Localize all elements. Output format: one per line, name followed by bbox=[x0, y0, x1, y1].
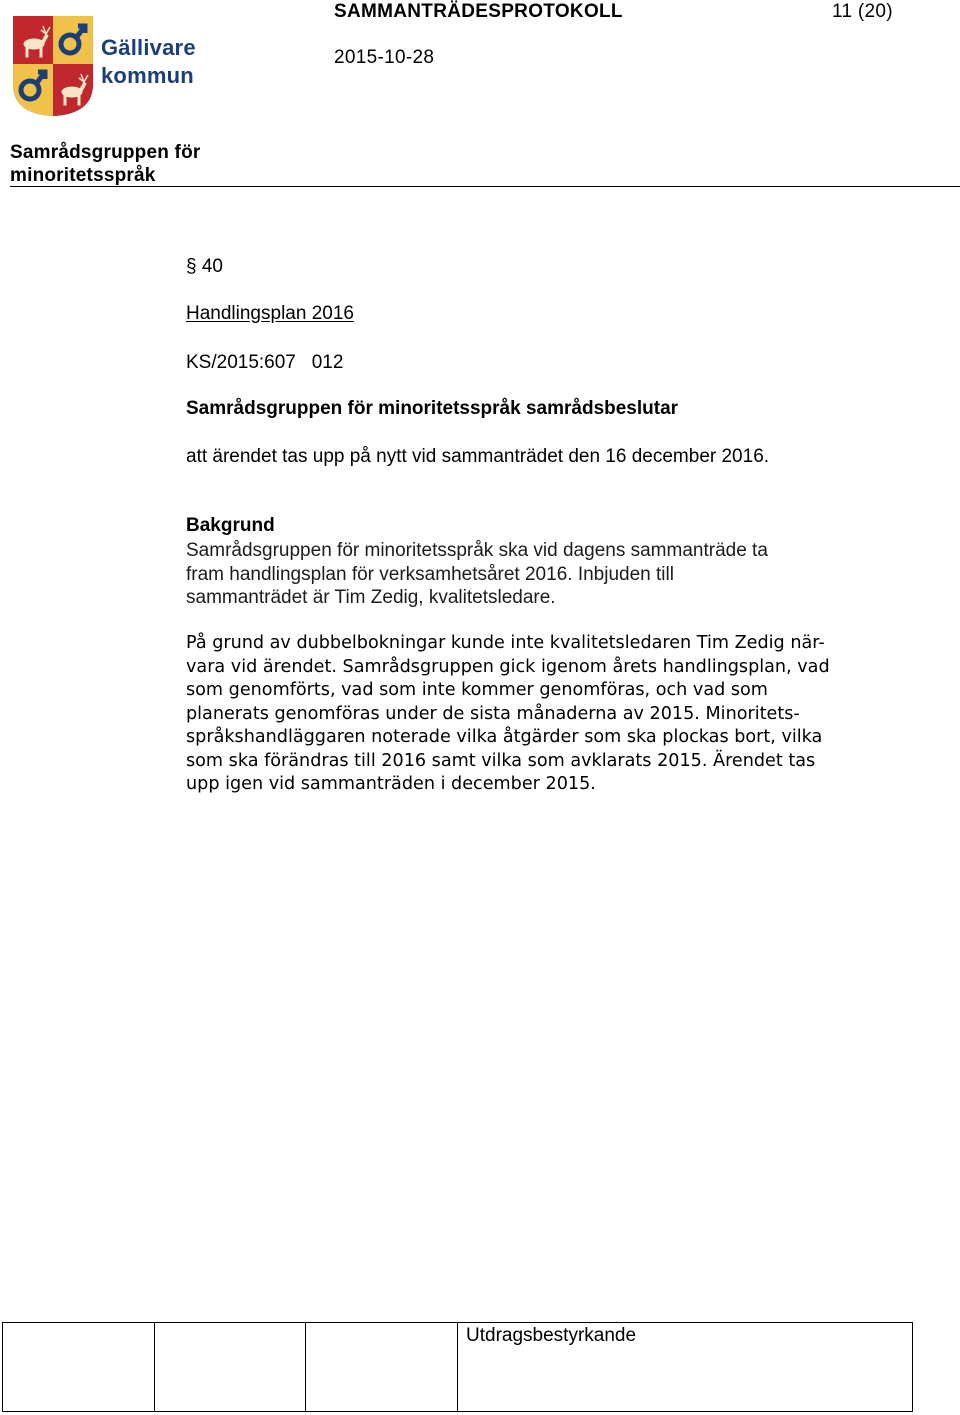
text-line: fram handlingsplan för verksamhetsåret 2016. Inbjuden till bbox=[186, 563, 674, 585]
text-line: språkshandläggaren noterade vilka åtgärder som ska plockas bort, vilka bbox=[186, 727, 823, 747]
logo-wordmark bbox=[101, 34, 196, 90]
text-line: vara vid ärendet. Samrådsgruppen gick igenom årets handlingsplan, vad bbox=[186, 656, 830, 677]
background-paragraph bbox=[186, 539, 906, 610]
meeting-date: 2015-10-28 bbox=[334, 47, 435, 68]
text-line: sammanträdet är Tim Zedig, kvalitetsledare. bbox=[186, 587, 556, 608]
text-line: Samrådsgruppen för minoritetsspråk ska vid dagens sammanträde ta bbox=[186, 540, 768, 561]
extract-certification-box bbox=[458, 1323, 913, 1412]
text-line: som genomförts, vad som inte kommer genomföras, och vad som bbox=[186, 680, 768, 700]
signature-table bbox=[2, 1322, 913, 1412]
text-line: upp igen vid sammanträden i december 2015. bbox=[186, 774, 596, 794]
coat-of-arms-icon bbox=[13, 16, 93, 116]
signature-box bbox=[3, 1323, 155, 1412]
decision-text: att ärendet tas upp på nytt vid sammanträdet den 16 december 2016. bbox=[186, 446, 770, 467]
header-divider bbox=[10, 186, 960, 187]
page-number: 11 (20) bbox=[832, 1, 893, 22]
document-title: SAMMANTRÄDESPROTOKOLL bbox=[334, 1, 623, 22]
logo-text-line1: Gällivare bbox=[101, 35, 196, 60]
discussion-paragraph bbox=[186, 632, 906, 797]
text-line: som ska förändras till 2016 samt vilka som avklarats 2015. Ärendet tas bbox=[186, 750, 816, 771]
signature-box bbox=[155, 1323, 306, 1412]
background-heading: Bakgrund bbox=[186, 515, 275, 536]
case-number: KS/2015:607 012 bbox=[186, 352, 344, 373]
extract-certification-label: Utdragsbestyrkande bbox=[466, 1325, 637, 1346]
decision-heading: Samrådsgruppen för minoritetsspråk samrådsbeslutar bbox=[186, 398, 679, 419]
text-line: På grund av dubbelbokningar kunde inte kvalitetsledaren Tim Zedig när- bbox=[186, 633, 825, 653]
logo-text-line2: kommun bbox=[101, 63, 194, 88]
text-line: planerats genomföras under de sista månaderna av 2015. Minoritets- bbox=[186, 703, 800, 724]
item-title: Handlingsplan 2016 bbox=[186, 303, 354, 324]
paragraph-number: § 40 bbox=[186, 256, 223, 277]
committee-name: Samrådsgruppen för minoritetsspråk bbox=[10, 142, 201, 186]
signature-box bbox=[306, 1323, 458, 1412]
